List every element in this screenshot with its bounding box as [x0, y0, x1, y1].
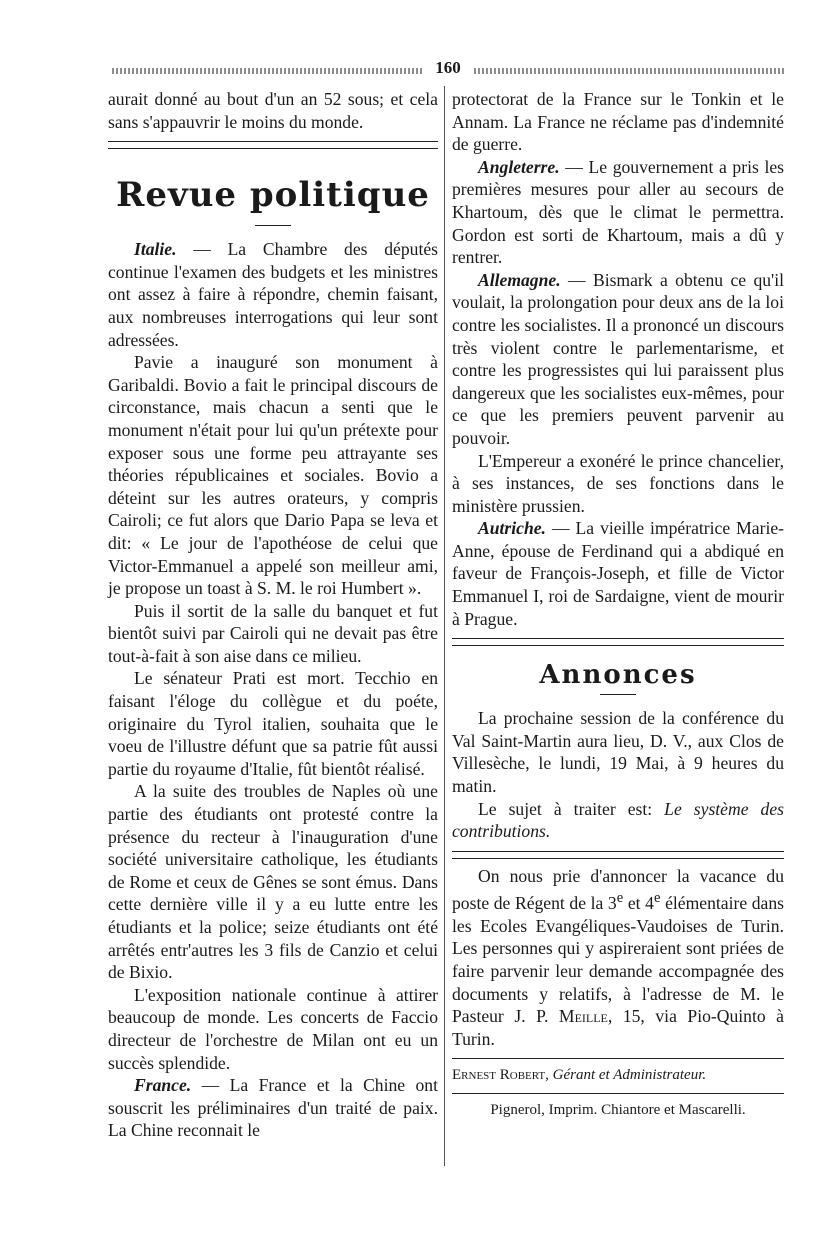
pastor-name: Meille [558, 1006, 608, 1027]
allemagne-paragraph-2: L'Empereur a exonéré le prince chancelier, à ses instances, de ses fonctions dans le ministère prussien. [452, 450, 784, 516]
manager-role: Gérant et Administrateur. [552, 1067, 707, 1084]
manager-name: Ernest Robert [452, 1067, 546, 1084]
italie-paragraph-4: Le sénateur Prati est mort. Tecchio en faisant l'éloge du collègue et du poéte, originaire du Tyrol italien, souhaita que le voeu de l'illustre défunt que sa patrie fût aussi partie du royaume d'Italie, fût bientôt réalisé. [108, 668, 438, 779]
allemagne-paragraph [452, 269, 784, 450]
italie-paragraph-6: L'exposition nationale continue à attirer beaucoup de monde. Les concerts de Faccio directeur de l'orchestre de Milan ont eu un succès splendide. [108, 984, 438, 1073]
title-dash [255, 225, 291, 226]
page-number: 160 [435, 58, 461, 77]
intro-paragraph: aurait donné au bout d'un an 52 sous; et cela sans s'appauvrir le moins du monde. [108, 89, 438, 132]
right-column [452, 88, 784, 1120]
annonces-dash [600, 694, 636, 695]
italie-text: — La Chambre des députés continue l'examen des budgets et les ministres ont assez à faire à répondre, chemin faisant, aux nombreuses interrogations qui leur sont adressées. [108, 239, 438, 350]
double-rule-right [452, 638, 784, 646]
header-rule-right [474, 68, 784, 74]
italie-paragraph [108, 238, 438, 351]
annonce-2 [452, 865, 784, 1051]
page-header [112, 60, 784, 82]
annonce-2-text-a: On nous prie d'annoncer la vacance du poste de Régent de la 3 [452, 865, 784, 914]
header-rule-left [112, 68, 422, 74]
footer-rule-2 [452, 1093, 784, 1094]
autriche-paragraph [452, 517, 784, 630]
angleterre-tag: Angleterre. [478, 156, 560, 177]
column-divider [444, 86, 445, 1166]
autriche-text: — La vieille impératrice Marie-Anne, épouse de Ferdinand qui a abdiqué en faveur de François-Joseph, et fille de Victor Emmanuel I, roi de Sardaigne, vient de mourir à Prague. [452, 518, 784, 629]
annonce-subject: Le système des contributions. [452, 798, 784, 842]
annonce-subject-label: Le sujet à traiter est: [478, 798, 665, 819]
annonce-1-subject [452, 798, 784, 843]
france-text: — La France et la Chine ont souscrit les préliminaires d'un traité de paix. La Chine reconnait le [108, 1075, 438, 1141]
angleterre-text: — Le gouvernement a pris les premières mesures pour aller au secours de Khartoum, dès que le climat le permettra. Gordon est sorti de Khartoum, mais a dû y rentrer. [452, 156, 784, 268]
annonce-1: La prochaine session de la conférence du Val Saint-Martin aura lieu, D. V., aux Clos de Villesèche, le lundi, 19 Mai, à 9 heures du matin. [452, 708, 784, 797]
annonces-title: Annonces [539, 660, 697, 691]
double-rule-annonce [452, 851, 784, 859]
allemagne-tag: Allemagne. [478, 269, 561, 290]
sup-2: e [653, 890, 661, 907]
italie-paragraph-2: Pavie a inauguré son monument à Garibaldi. Bovio a fait le principal discours de circonstance, mais chacun a senti que le monument n'était pour lui qu'un prétexte pour exposer sous une forme peu attrayante ses théories républicaines et sociales. Bovio a déteint sur les autres orateurs, y compris Cairoli; ce fut alors que Dario Papa se leva et dit: « Le jour de l'apothéose de celui que Victor-Emmanuel a appelé son meilleur ami, je propose un toast à S. M. le roi Humbert ». [108, 352, 438, 599]
footer-manager: Ernest Robert, Gérant et Administrateur. [452, 1067, 707, 1084]
angleterre-paragraph [452, 156, 784, 269]
italie-paragraph-3: Puis il sortit de la salle du banquet et fut bientôt suivi par Cairoli qui ne devait pas être tout-à-fait à son aise dans ce milieu. [108, 600, 438, 666]
annonce-2-text-c: élémentaire dans les Ecoles Evangéliques-Vaudoises de Turin. Les personnes qui y aspireraient sont priées de faire parvenir leur demande accompagnée des documents y relatifs, à l'adresse de M. le Pasteur J. P. [452, 893, 785, 1027]
footer-printer: Pignerol, Imprim. Chiantore et Mascarelli. [490, 1102, 746, 1119]
allemagne-text: — Bismark a obtenu ce qu'il voulait, la prolongation pour deux ans de la loi contre les socialistes. Il a prononcé un discours très violent contre le parlementarisme, et contre les progressistes qui lui paraissent plus dangereux que les socialistes eux-mêmes, pour ce que les premiers peuvent parvenir au pouvoir. [452, 269, 784, 448]
france-continued: protectorat de la France sur le Tonkin et le Annam. La France ne réclame pas d'indemnité de guerre. [452, 89, 784, 155]
italie-paragraph-5: A la suite des troubles de Naples où une partie des étudiants ont protesté contre la présence du recteur à l'inauguration d'une société universitaire catholique, les étudiants de Rome et ceux de Gênes se sont émus. Dans cette dernière ville il y a eu lutte entre les étudiants et la police; seize étudiants ont été arrêtés entr'autres les 3 fils de Canzio et celui de Bixio. [108, 781, 438, 983]
france-paragraph [108, 1074, 438, 1142]
italie-tag: Italie. [134, 239, 177, 260]
left-column [108, 88, 438, 1142]
footer-rule [452, 1058, 784, 1059]
autriche-tag: Autriche. [478, 518, 546, 539]
section-title: Revue politique [116, 175, 430, 216]
double-rule [108, 141, 438, 149]
france-tag: France. [134, 1075, 192, 1096]
annonce-2-text-d: , 15, via Pio-Quinto à Turin. [452, 1006, 784, 1049]
sup-1: e [616, 890, 624, 907]
annonce-2-text-b: et 4 [623, 893, 654, 914]
